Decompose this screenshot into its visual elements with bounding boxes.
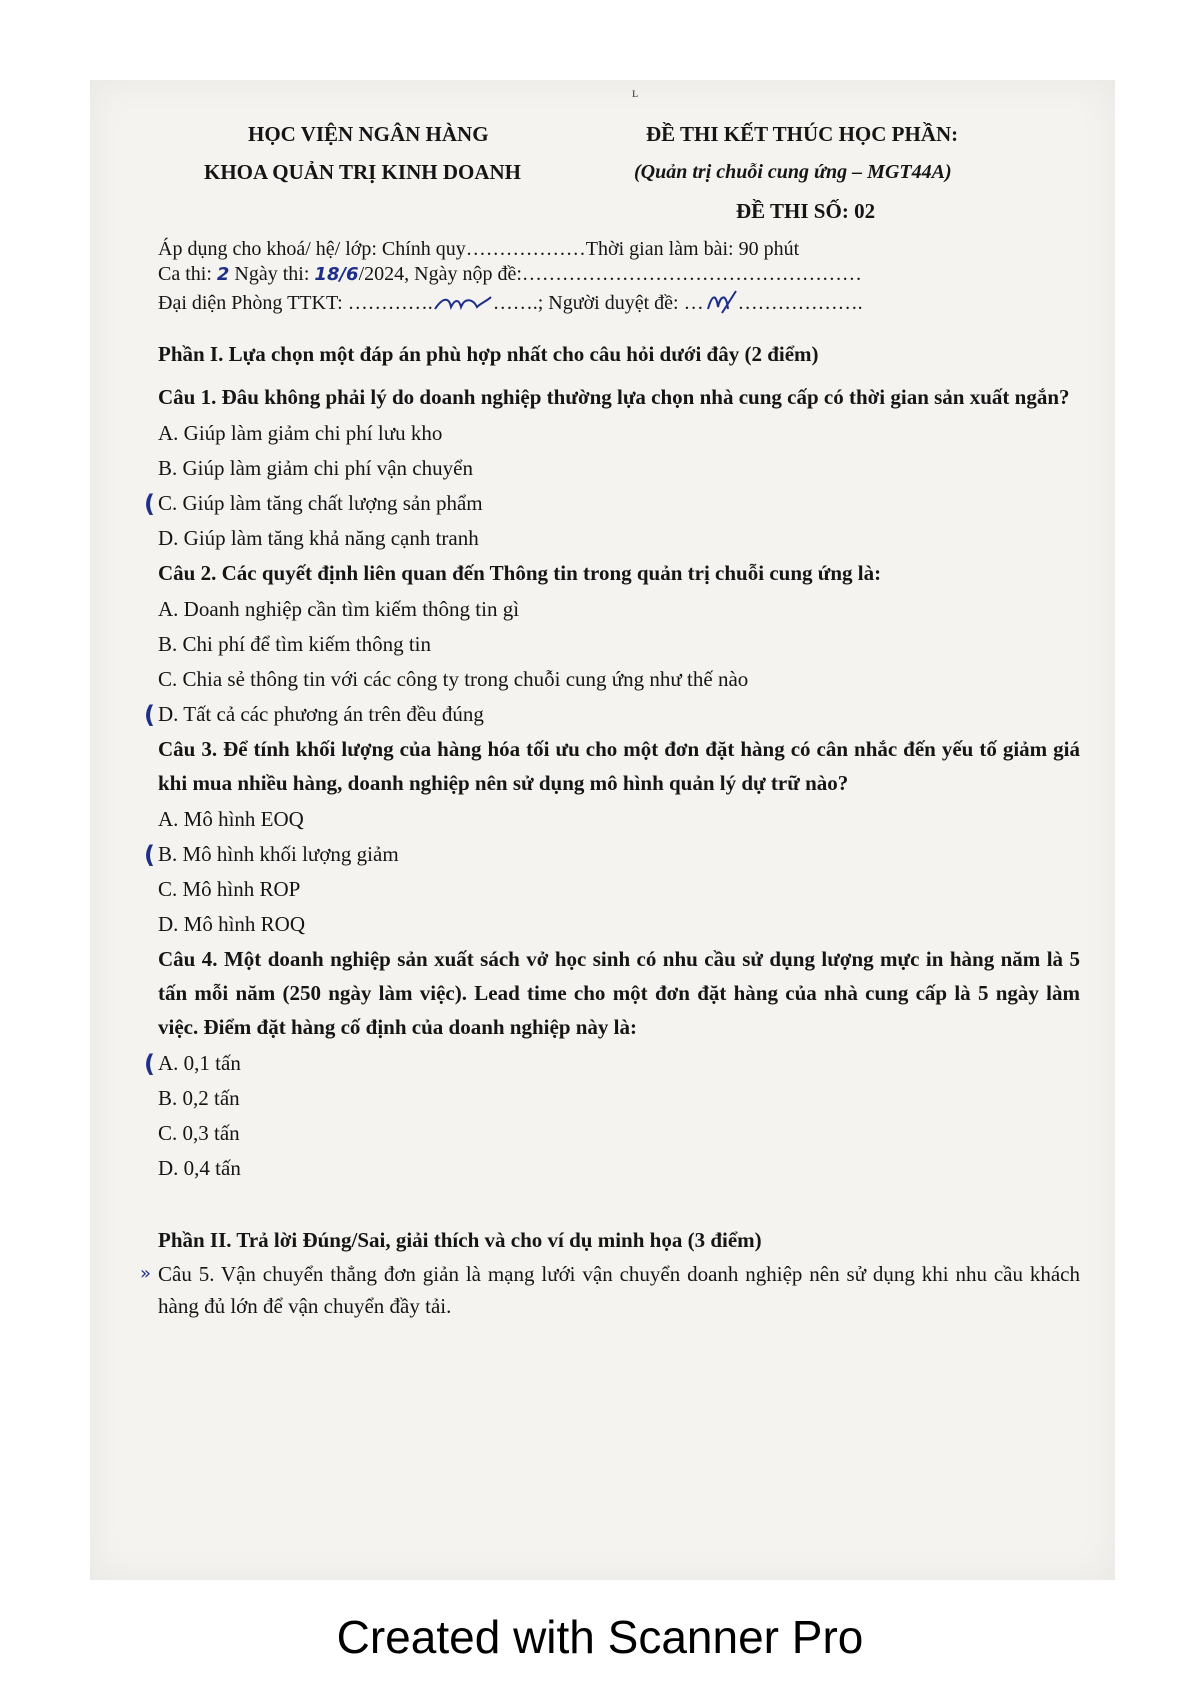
scanner-watermark: Created with Scanner Pro	[336, 1611, 864, 1663]
class-dots: ………………	[465, 238, 586, 260]
faculty-name: KHOA QUẢN TRỊ KINH DOANH	[204, 160, 521, 184]
meta-line-2: Ca thi: 2 Ngày thi: 18/6/2024, Ngày nộp đề:……………………………………………	[158, 263, 862, 285]
option-text: C. 0,3 tấn	[158, 1121, 240, 1145]
option-text: D. Giúp làm tăng khả năng cạnh tranh	[158, 526, 479, 550]
option-text: D. Tất cả các phương án trên đều đúng	[158, 702, 484, 726]
shift-handwritten: 2	[216, 264, 230, 285]
question-stem: Câu 1. Đâu không phải lý do doanh nghiệp thường lựa chọn nhà cung cấp có thời gian sản xuất ngắn?	[158, 385, 1070, 409]
option-text: C. Mô hình ROP	[158, 877, 301, 901]
ttkt-signature	[433, 293, 493, 315]
option-a	[158, 802, 1080, 837]
class-label: Áp dụng cho khoá/ hệ/ lớp:	[158, 238, 377, 260]
option-d	[158, 907, 1080, 942]
question-3	[144, 732, 1080, 942]
submit-date-label: Ngày nộp đề:	[414, 263, 522, 285]
exam-title: ĐỀ THI KẾT THÚC HỌC PHẦN:	[646, 122, 959, 146]
approver-dots-c: …	[683, 292, 704, 314]
option-b	[158, 1081, 1080, 1116]
part1-title: Phần I. Lựa chọn một đáp án phù hợp nhất cho câu hỏi dưới đây (2 điểm)	[158, 342, 819, 366]
exam-number: ĐỀ THI SỐ: 02	[736, 199, 876, 223]
exam-content	[140, 340, 1080, 1322]
option-c	[158, 872, 1080, 907]
course-name: (Quản trị chuỗi cung ứng – MGT44A)	[634, 161, 952, 183]
option-c	[158, 662, 1080, 697]
part2-title: Phần II. Trả lời Đúng/Sai, giải thích và cho ví dụ minh họa (3 điểm)	[158, 1228, 762, 1252]
option-text: C. Giúp làm tăng chất lượng sản phẩm	[158, 491, 483, 515]
option-text: B. Giúp làm giảm chi phí vận chuyển	[158, 456, 473, 480]
option-d	[158, 521, 1080, 556]
option-text: D. Mô hình ROQ	[158, 912, 306, 936]
circle-mark-icon: (	[144, 841, 155, 869]
meta-line-1	[158, 238, 799, 261]
date-year: /2024	[358, 263, 405, 285]
option-a	[158, 592, 1080, 627]
option-text: A. 0,1 tấn	[158, 1051, 241, 1075]
option-b	[158, 627, 1080, 662]
time-label: Thời gian làm bài:	[585, 238, 734, 260]
question-2	[144, 556, 1080, 732]
question-5	[140, 1258, 1080, 1322]
ttkt-dots-a: ………….	[347, 292, 433, 314]
option-d	[158, 1151, 1080, 1186]
option-text: A. Mô hình EOQ	[158, 807, 304, 831]
circle-mark-icon: (	[144, 1050, 155, 1078]
part2-section	[140, 1226, 1080, 1322]
option-c	[144, 486, 1080, 521]
option-b	[144, 837, 1080, 872]
question-4	[144, 942, 1080, 1186]
shift-label: Ca thi:	[158, 263, 212, 285]
date-label: Ngày thi:	[234, 263, 310, 285]
approver-signature	[704, 289, 738, 315]
scan-mark: ʟ	[632, 86, 639, 101]
institution-name: HỌC VIỆN NGÂN HÀNG	[248, 122, 489, 146]
option-text: A. Giúp làm giảm chi phí lưu kho	[158, 421, 443, 445]
class-value: Chính quy	[381, 238, 466, 260]
option-d	[144, 697, 1080, 732]
question-stem: Câu 2. Các quyết định liên quan đến Thông tin trong quản trị chuỗi cung ứng là:	[158, 561, 882, 585]
option-text: C. Chia sẻ thông tin với các công ty trong chuỗi cung ứng như thế nào	[158, 667, 749, 691]
option-text: B. Mô hình khối lượng giảm	[158, 842, 399, 866]
question-stem: Câu 3. Để tính khối lượng của hàng hóa tối ưu cho một đơn đặt hàng có cân nhắc đến yếu tố giảm giá khi mua nhiều hàng, doanh nghiệp nên sử dụng mô hình quản lý dự trữ nào?	[158, 737, 1080, 795]
approver-dots-d: ……………….	[737, 292, 863, 314]
option-text: A. Doanh nghiệp cần tìm kiếm thông tin gì	[158, 597, 520, 621]
circle-mark-icon: (	[144, 701, 155, 729]
date-handwritten: 18/6	[314, 264, 359, 285]
approver-label: Người duyệt đề:	[548, 292, 679, 314]
question-5-text: Câu 5. Vận chuyển thẳng đơn giản là mạng lưới vận chuyển doanh nghiệp nên sử dụng khi nhu cầu khách hàng đủ lớn để vận chuyển đầy tải.	[158, 1262, 1080, 1318]
question-1	[144, 380, 1080, 556]
option-text: B. Chi phí để tìm kiếm thông tin	[158, 632, 431, 656]
time-value: 90 phút	[738, 238, 800, 260]
ttkt-dots-b: …….;	[492, 292, 544, 314]
submit-date-dots: ……………………………………………	[521, 263, 862, 285]
question-stem: Câu 4. Một doanh nghiệp sản xuất sách vở học sinh có nhu cầu sử dụng lượng mực in hàng năm là 5 tấn mỗi năm (250 ngày làm việc). Lead time cho một đơn đặt hàng của nhà cung cấp là 5 ngày làm việc. Điểm đặt hàng cố định của doanh nghiệp này là:	[158, 947, 1080, 1039]
circle-mark-icon: (	[144, 490, 155, 518]
option-text: D. 0,4 tấn	[158, 1156, 241, 1180]
option-text: B. 0,2 tấn	[158, 1086, 240, 1110]
meta-line-3	[158, 289, 863, 315]
option-b	[158, 451, 1080, 486]
option-a	[158, 416, 1080, 451]
option-a	[144, 1046, 1080, 1081]
check-mark-icon: »	[140, 1263, 152, 1284]
option-c	[158, 1116, 1080, 1151]
ttkt-label: Đại diện Phòng TTKT:	[158, 292, 343, 314]
